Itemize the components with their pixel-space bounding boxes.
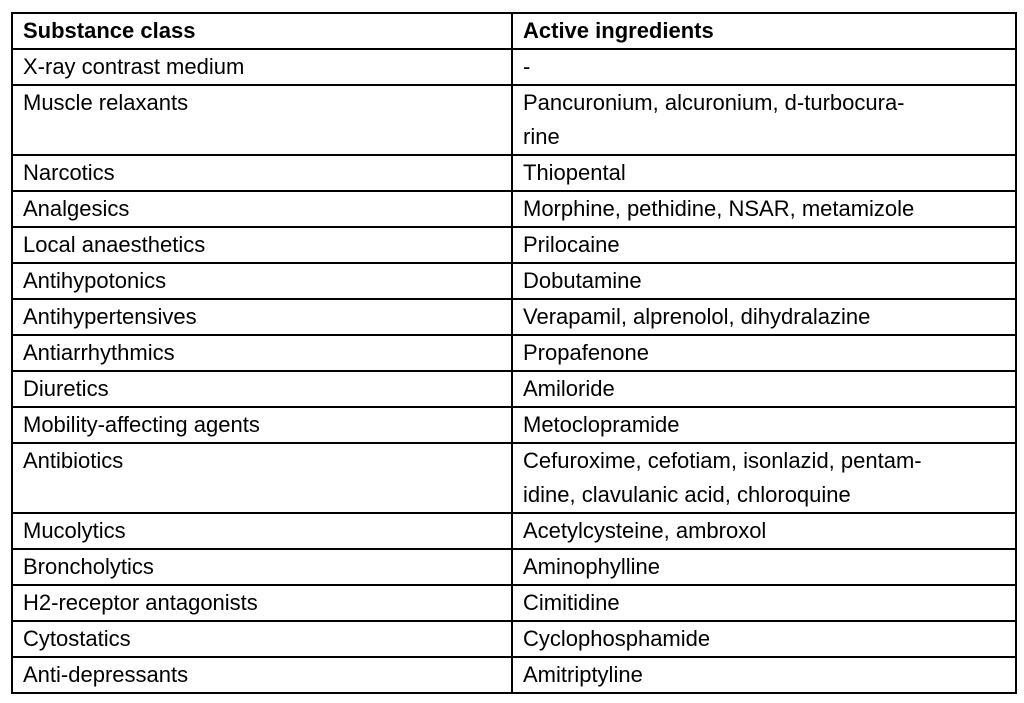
active-ingredients-cell [512, 371, 1016, 407]
table-row [12, 227, 1016, 263]
table-row [12, 443, 1016, 513]
header-row [12, 13, 1016, 49]
active-ingredients-cell [512, 227, 1016, 263]
table-row [12, 407, 1016, 443]
active-ingredients-line: Prilocaine [523, 232, 620, 257]
substance-class-cell: Antihypertensives [12, 299, 512, 335]
header-active-ingredients: Active ingredients [512, 13, 1016, 49]
substance-table [11, 12, 1017, 694]
substance-class-cell: Antiarrhythmics [12, 335, 512, 371]
substance-class-cell: Analgesics [12, 191, 512, 227]
table-header [12, 13, 1016, 49]
table-row [12, 335, 1016, 371]
active-ingredients-line: Verapamil, alprenolol, dihydralazine [523, 304, 871, 329]
active-ingredients-line: Morphine, pethidine, NSAR, metamizole [523, 196, 915, 221]
active-ingredients-cell [512, 621, 1016, 657]
active-ingredients-line: Propafenone [523, 340, 649, 365]
active-ingredients-line: Cyclophosphamide [523, 626, 711, 651]
active-ingredients-line: Acetylcysteine, ambroxol [523, 518, 767, 543]
substance-class-cell: X-ray contrast medium [12, 49, 512, 85]
active-ingredients-cell [512, 513, 1016, 549]
active-ingredients-cell [512, 191, 1016, 227]
active-ingredients-line: Amiloride [523, 376, 615, 401]
table-row [12, 549, 1016, 585]
active-ingredients-line: Metoclopramide [523, 412, 680, 437]
active-ingredients-cell [512, 85, 1016, 155]
active-ingredients-cell [512, 335, 1016, 371]
table-row [12, 85, 1016, 155]
table-row [12, 263, 1016, 299]
substance-class-cell: Anti-depressants [12, 657, 512, 693]
active-ingredients-cell [512, 585, 1016, 621]
table-row [12, 371, 1016, 407]
table-row [12, 191, 1016, 227]
substance-class-cell: H2-receptor antagonists [12, 585, 512, 621]
active-ingredients-line: Pancuronium, alcuronium, d-turbocura- [523, 90, 905, 115]
active-ingredients-cell [512, 263, 1016, 299]
active-ingredients-cell [512, 657, 1016, 693]
active-ingredients-line: Thiopental [523, 160, 626, 185]
table-row [12, 585, 1016, 621]
table-body [12, 49, 1016, 693]
table-row [12, 513, 1016, 549]
active-ingredients-line: - [523, 54, 531, 79]
substance-class-cell: Narcotics [12, 155, 512, 191]
table-row [12, 621, 1016, 657]
table-row [12, 155, 1016, 191]
substance-class-cell: Mobility-affecting agents [12, 407, 512, 443]
active-ingredients-line: Dobutamine [523, 268, 642, 293]
substance-class-cell: Diuretics [12, 371, 512, 407]
table-row [12, 657, 1016, 693]
active-ingredients-cell [512, 49, 1016, 85]
active-ingredients-cell [512, 299, 1016, 335]
active-ingredients-line: Amitriptyline [523, 662, 643, 687]
table-row [12, 49, 1016, 85]
table-row [12, 299, 1016, 335]
active-ingredients-line: Cimitidine [523, 590, 620, 615]
substance-class-cell: Mucolytics [12, 513, 512, 549]
substance-class-cell: Antihypotonics [12, 263, 512, 299]
substance-class-cell: Antibiotics [12, 443, 512, 513]
active-ingredients-cell [512, 407, 1016, 443]
substance-class-cell: Muscle relaxants [12, 85, 512, 155]
substance-class-cell: Local anaesthetics [12, 227, 512, 263]
substance-class-cell: Broncholytics [12, 549, 512, 585]
active-ingredients-cell [512, 549, 1016, 585]
active-ingredients-cell [512, 443, 1016, 513]
active-ingredients-cell [512, 155, 1016, 191]
active-ingredients-line: Cefuroxime, cefotiam, isonlazid, pentam- [523, 448, 922, 473]
header-substance-class: Substance class [12, 13, 512, 49]
active-ingredients-line: idine, clavulanic acid, chloroquine [523, 482, 851, 507]
active-ingredients-line: Aminophylline [523, 554, 660, 579]
substance-class-cell: Cytostatics [12, 621, 512, 657]
active-ingredients-line: rine [523, 124, 560, 149]
